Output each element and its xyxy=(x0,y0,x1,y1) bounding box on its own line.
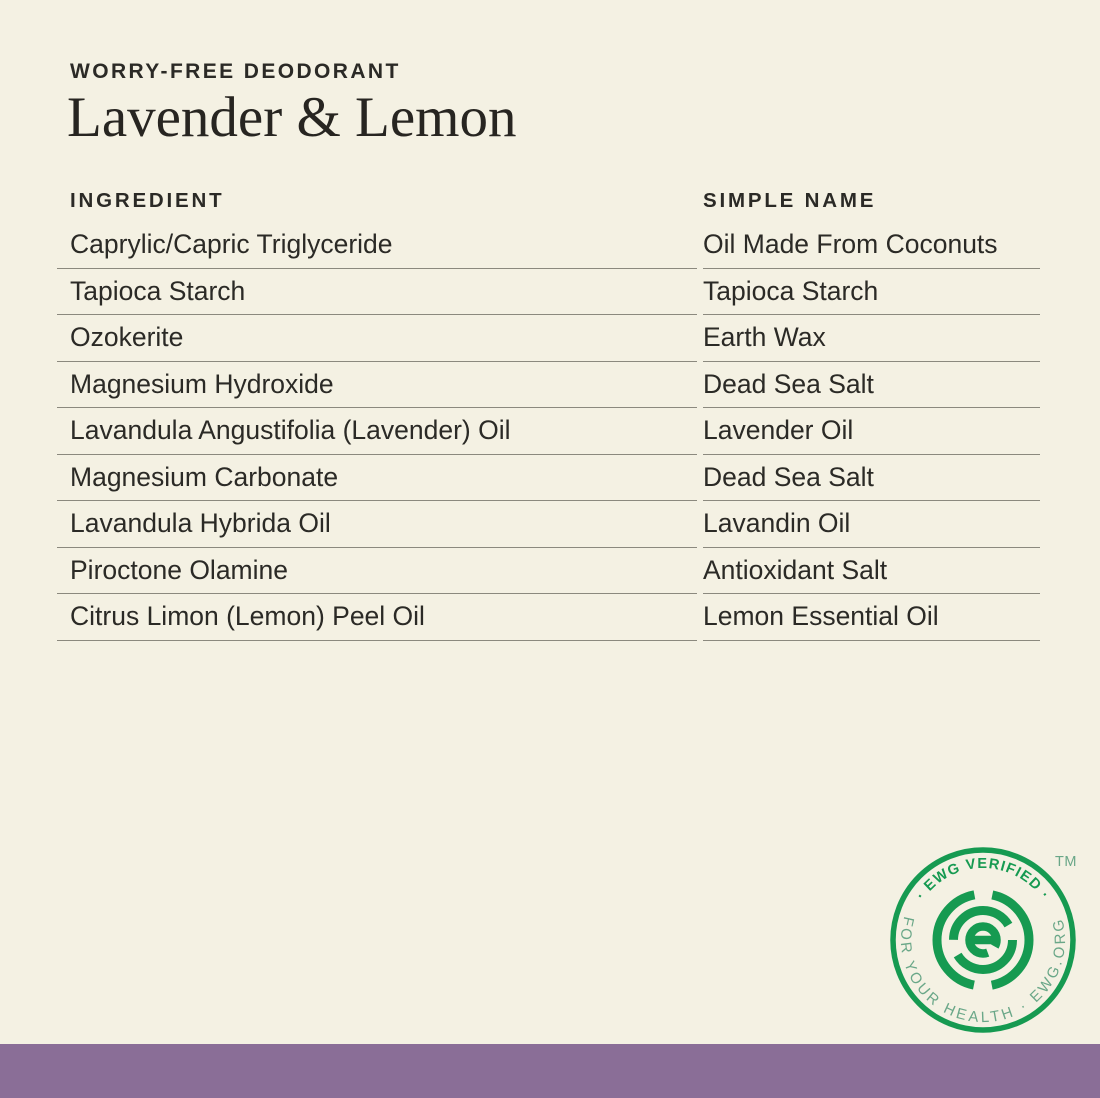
ingredient-cell: Lavandula Angustifolia (Lavender) Oil xyxy=(57,408,697,455)
trademark-symbol: TM xyxy=(1055,854,1077,870)
footer-accent-bar xyxy=(0,1044,1100,1098)
ingredient-cell: Caprylic/Capric Triglyceride xyxy=(57,222,697,269)
simple-name-cell: Lemon Essential Oil xyxy=(703,594,1040,641)
ingredient-cell: Citrus Limon (Lemon) Peel Oil xyxy=(57,594,697,641)
badge-top-arc-text: · EWG VERIFIED · xyxy=(912,855,1054,903)
badge-bottom-arc-text: FOR YOUR HEALTH · EWG.ORG xyxy=(896,914,1070,1027)
ingredient-cell: Piroctone Olamine xyxy=(57,548,697,595)
simple-name-cell: Antioxidant Salt xyxy=(703,548,1040,595)
simple-name-cell: Earth Wax xyxy=(703,315,1040,362)
ingredient-cell: Tapioca Starch xyxy=(57,269,697,316)
ingredients-table xyxy=(57,180,1040,641)
ingredient-cell: Lavandula Hybrida Oil xyxy=(57,501,697,548)
simple-name-cell: Dead Sea Salt xyxy=(703,455,1040,502)
ingredient-cell: Magnesium Carbonate xyxy=(57,455,697,502)
simple-name-cell: Dead Sea Salt xyxy=(703,362,1040,409)
simple-name-cell: Lavandin Oil xyxy=(703,501,1040,548)
simple-name-cell: Tapioca Starch xyxy=(703,269,1040,316)
column-header-simple-name: SIMPLE NAME xyxy=(703,189,877,212)
ingredient-cell: Magnesium Hydroxide xyxy=(57,362,697,409)
simple-name-cell: Oil Made From Coconuts xyxy=(703,222,1040,269)
simple-name-cell: Lavender Oil xyxy=(703,408,1040,455)
product-line-label: WORRY-FREE DEODORANT xyxy=(70,60,401,83)
column-header-ingredient: INGREDIENT xyxy=(70,189,225,212)
ewg-verified-badge xyxy=(883,840,1093,1040)
product-title: Lavender & Lemon xyxy=(67,86,517,149)
ewg-e-logo-icon xyxy=(937,894,1029,986)
ingredient-cell: Ozokerite xyxy=(57,315,697,362)
